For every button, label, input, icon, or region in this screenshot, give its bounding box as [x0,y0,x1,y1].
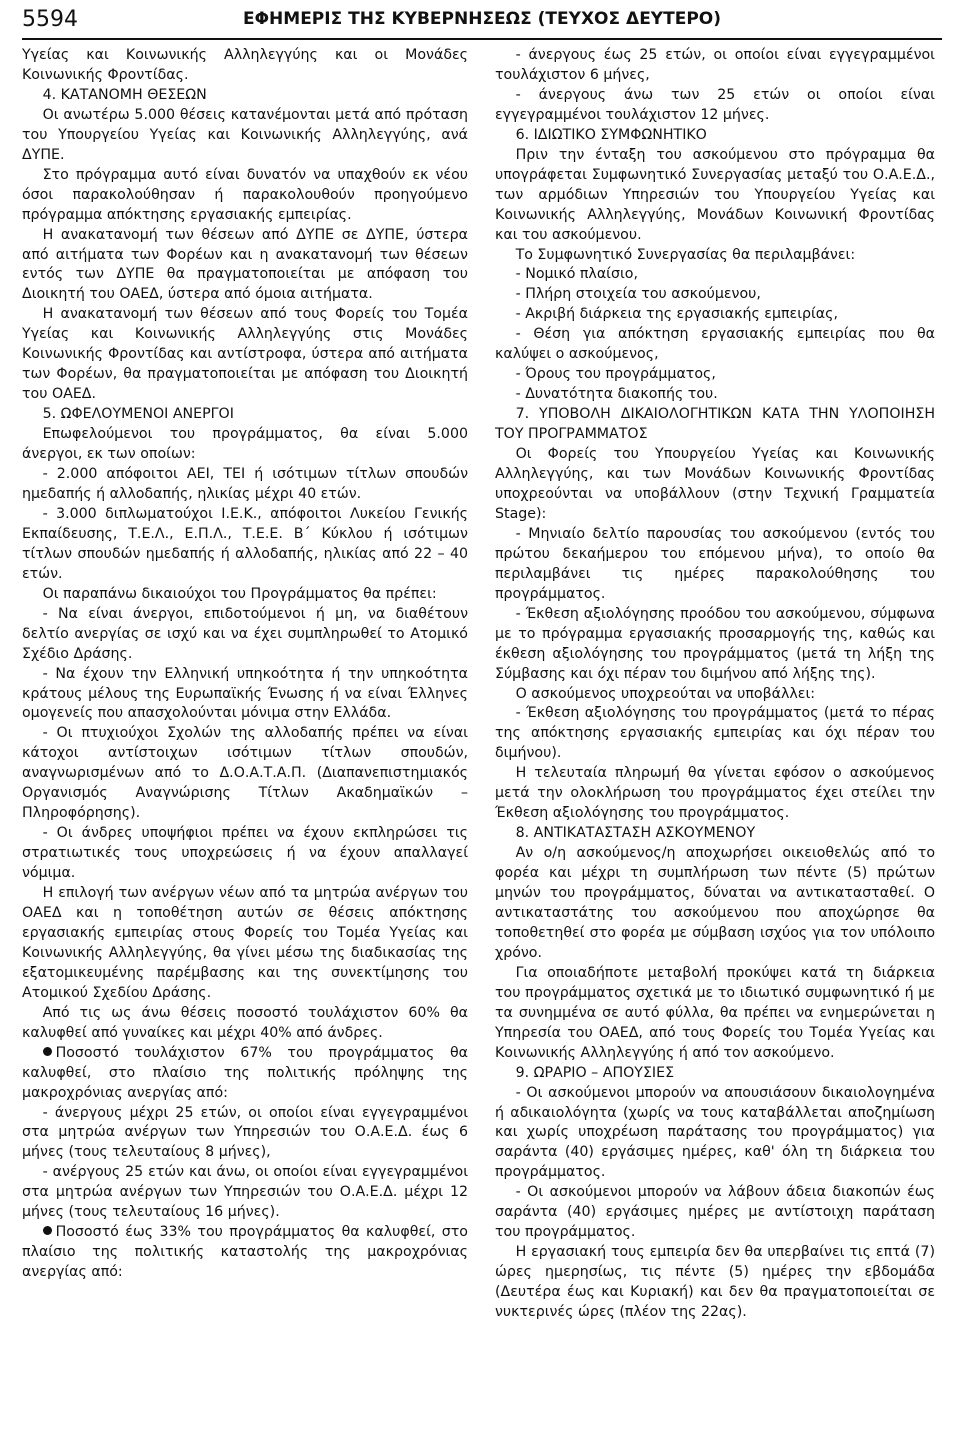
paragraph-text: 4. ΚΑΤΑΝΟΜΗ ΘΕΣΕΩΝ [42,86,207,103]
paragraph-text: - Πλήρη στοιχεία του ασκούμενου, [515,286,761,303]
paragraph-text: Ποσοστό τουλάχιστον 67% του προγράμματος θα καλυφθεί, στο πλαίσιο της πολιτικής πρόληψης της μακροχρόνιας ανεργίας από: [22,1044,468,1101]
paragraph-text: - Όρους του προγράμματος, [515,366,716,383]
paragraph-text: - Έκθεση αξιολόγησης προόδου του ασκούμενου, σύμφωνα με το πρόγραμμα εργασιακής προσαρμογής της, καθώς και έκθεση αξιολόγησης του προγράμματος (μετά τη λήξη της Σύμβασης και όχι πέραν του διμήνου από λήξης της). [495,605,935,682]
paragraph-text: - 2.000 απόφοιτοι ΑΕΙ, ΤΕΙ ή ισότιμων τίτλων σπουδών ημεδαπής ή αλλοδαπής, ηλικίας μέχρι 40 ετών. [22,466,468,502]
paragraph [495,525,935,605]
paragraph-text: 9. ΩΡΑΡΙΟ – ΑΠΟΥΣΙΕΣ [515,1064,675,1081]
paragraph-text: - Να είναι άνεργοι, επιδοτούμενοι ή μη, να διαθέτουν δελτίο ανεργίας σε ισχύ και να έχει συμπληρωθεί το Ατομικό Σχέδιο Δράσης. [22,605,468,662]
paragraph [495,605,935,685]
left-column [22,46,468,1283]
paragraph-text: 7. ΥΠΟΒΟΛΗ ΔΙΚΑΙΟΛΟΓΗΤΙΚΩΝ ΚΑΤΑ ΤΗΝ ΥΛΟΠΟΙΗΣΗ ΤΟΥ ΠΡΟΓΡΑΜΜΑΤΟΣ [495,406,935,443]
paragraph [495,385,935,405]
paragraph [495,704,935,764]
paragraph [22,405,468,425]
paragraph [22,226,468,306]
paragraph-text: Η ανακατανομή των θέσεων από τους Φορείς του Τομέα Υγείας και Κοινωνικής Αλληλεγγύης στις Μονάδες Κοινωνικής Φροντίδας και αντίστροφα, ύστερα από αιτήματα των Φορέων, θα πραγματοποιείται με απόφαση του Διοικητή του ΟΑΕΔ. [22,306,468,403]
paragraph [22,1044,468,1104]
paragraph-text: 5. ΩΦΕΛΟΥΜΕΝΟΙ ΑΝΕΡΓΟΙ [42,406,234,423]
paragraph-text: - άνεργους έως 25 ετών, οι οποίοι είναι εγγεγραμμένοι τουλάχιστον 6 μήνες, [495,47,935,83]
paragraph [495,365,935,385]
paragraph [495,964,935,1064]
paragraph [495,46,935,86]
paragraph [495,86,935,126]
paragraph-text: 6. ΙΔΙΩΤΙΚΟ ΣΥΜΦΩΝΗΤΙΚΟ [515,126,707,143]
paragraph [22,1163,468,1223]
paragraph [495,265,935,285]
paragraph-text: Οι παραπάνω δικαιούχοι του Προγράμματος θα πρέπει: [42,585,437,602]
paragraph [495,1084,935,1184]
paragraph [495,1064,935,1084]
right-column [495,46,935,1323]
paragraph-text: 8. ΑΝΤΙΚΑΤΑΣΤΑΣΗ ΑΣΚΟΥΜΕΝΟΥ [515,825,756,842]
paragraph [495,685,935,705]
paragraph-text: - Μηνιαίο δελτίο παρουσίας του ασκούμενου (εντός του πρώτου δεκαήμερου του επόμενου μήνα), το οποίο θα περιλαμβάνει τις ημέρες παρακολούθησης του προγράμματος. [495,525,935,602]
paragraph [22,724,468,824]
paragraph-text: - άνεργους μέχρι 25 ετών, οι οποίοι είναι εγγεγραμμένοι στα μητρώα ανέργων των Υπηρεσιών του Ο.Α.Ε.Δ. έως 6 μήνες (τους τελευταίους 8 μήνες), [22,1104,468,1161]
paragraph [22,46,468,86]
paragraph-text: Η εργασιακή τους εμπειρία δεν θα υπερβαίνει τις επτά (7) ώρες ημερησίως, τις πέντε (5) ημέρες την εβδομάδα (Δευτέρα έως και Κυριακή) και δεν θα πραγματοποιείται σε νυκτερινές ώρες (πλέον της 22ας). [495,1244,935,1321]
paragraph [495,1243,935,1323]
paragraph [495,764,935,824]
paragraph-text: Η επιλογή των ανέργων νέων από τα μητρώα ανέργων του ΟΑΕΔ και η τοποθέτηση αυτών σε θέσεις απόκτησης εργασιακής εμπειρίας στους Φορείς του Τομέα Υγείας και Κοινωνικής Αλληλεγγύης, θα γίνει μέσω της διαδικασίας της εξατομικευμένης παρέμβασης και της συνεκτίμησης του Ατομικού Σχεδίου Δράσης. [22,885,468,1001]
paragraph-text: - Δυνατότητα διακοπής του. [515,386,718,403]
paragraph-text: - Έκθεση αξιολόγησης του προγράμματος (μετά το πέρας της απόκτησης εργασιακής εμπειρίας και όχι πέραν του διμήνου). [495,705,935,762]
paragraph-text: - Οι πτυχιούχοι Σχολών της αλλοδαπής πρέπει να είναι κάτοχοι αντίστοιχων ισότιμων τίτλων σπουδών, αναγνωρισμένων από το Δ.Ο.Α.Τ.Α.Π. (Διαπανεπιστημιακός Οργανισμός Αναγνώρισης Τίτλων Ακαδημαϊκών – Πληροφόρησης). [22,725,468,822]
paragraph [495,445,935,525]
paragraph-text: - Οι ασκούμενοι μπορούν να λάβουν άδεια διακοπών έως σαράντα (40) εργάσιμες ημέρες με αντίστοιχη παράταση του προγράμματος. [495,1184,935,1241]
paragraph [22,106,468,166]
paragraph [22,505,468,585]
paragraph-text: - Νομικό πλαίσιο, [515,266,638,283]
paragraph [495,844,935,964]
paragraph [22,166,468,226]
bullet-icon [43,1047,52,1056]
gazette-title: ΕΦΗΜΕΡΙΣ ΤΗΣ ΚΥΒΕΡΝΗΣΕΩΣ (ΤΕΥΧΟΣ ΔΕΥΤΕΡΟ) [242,9,722,29]
paragraph [22,305,468,405]
paragraph-text: Ο ασκούμενος υποχρεούται να υποβάλλει: [515,685,816,702]
paragraph [495,146,935,246]
paragraph [22,585,468,605]
paragraph-text: Οι Φορείς του Υπουργείου Υγείας και Κοινωνικής Αλληλεγγύης, και των Μονάδων Κοινωνικής Φροντίδας υποχρεούνται να υποβάλλουν (στην Τεχνική Γραμματεία Stage): [495,446,935,522]
paragraph [495,126,935,146]
paragraph-text: - ανέργους 25 ετών και άνω, οι οποίοι είναι εγγεγραμμένοι στα μητρώα ανέργων των Υπηρεσιών του Ο.Α.Ε.Δ. μέχρι 12 μήνες (τους τελευταίους 16 μήνες). [22,1164,468,1221]
paragraph-text: - Οι ασκούμενοι μπορούν να απουσιάσουν δικαιολογημένα ή αδικαιολόγητα (χωρίς να τους καταβάλλεται αποζημίωση και χωρίς υποχρέωση παράτασης του προγράμματος) για σαράντα (40) εργάσιμες ημέρες, καθ' όλη τη διάρκεια του προγράμματος. [495,1084,935,1181]
paragraph-text: Οι ανωτέρω 5.000 θέσεις κατανέμονται μετά από πρόταση του Υπουργείου Υγείας και Κοινωνικής Αλληλεγγύης, ανά ΔΥΠΕ. [22,106,468,163]
paragraph-text: - Θέση για απόκτηση εργασιακής εμπειρίας που θα καλύψει ο ασκούμενος, [495,326,935,363]
paragraph-text: Επωφελούμενοι του προγράμματος, θα είναι 5.000 άνεργοι, εκ των οποίων: [22,426,468,463]
paragraph [22,465,468,505]
paragraph-text: Για οποιαδήποτε μεταβολή προκύψει κατά τη διάρκεια του προγράμματος σχετικά με το ιδιωτικό συμφωνητικό ή με τα συνημμένα σε αυτό φύλλα, θα πρέπει να ενημερώνεται η Υπηρεσία του ΟΑΕΔ, από τους Φορείς του Τομέα Υγείας και Κοινωνικής Αλληλεγγύης ή από τον ασκούμενο. [495,964,935,1061]
paragraph-text: - Να έχουν την Ελληνική υπηκοότητα ή την υπηκοότητα κράτους μέλους της Ευρωπαϊκής Ένωσης ή να είναι Έλληνες ομογενείς που απασχολούνται μόνιμα στην Ελλάδα. [22,665,468,722]
paragraph-text: Από τις ως άνω θέσεις ποσοστό τουλάχιστον 60% θα καλυφθεί από γυναίκες και μέχρι 40% από άνδρες. [22,1004,468,1041]
paragraph-text: Ποσοστό έως 33% του προγράμματος θα καλυφθεί, στο πλαίσιο της πολιτικής καταστολής της μακροχρόνιας ανεργίας από: [22,1224,468,1281]
paragraph-text: - Οι άνδρες υποψήφιοι πρέπει να έχουν εκπληρώσει τις στρατιωτικές τους υποχρεώσεις ή να έχουν απαλλαγεί νόμιμα. [22,825,468,882]
page-number: 5594 [22,6,78,32]
paragraph-text: Αν ο/η ασκούμενος/η αποχωρήσει οικειοθελώς από το φορέα και μέχρι τη συμπλήρωση των πέντε (5) πρώτων μηνών του προγράμματος, δύναται να αντικατασταθεί. Ο αντικαταστάτης του ασκούμενου που αποχώρησε θα τοποθετηθεί στο φορέα με σύμβαση ισχύος για τον υπόλοιπο χρόνο. [495,845,935,961]
paragraph [495,305,935,325]
paragraph [495,824,935,844]
paragraph [495,1183,935,1243]
paragraph [22,605,468,665]
paragraph [495,246,935,266]
bullet-icon [43,1226,52,1235]
paragraph [22,1104,468,1164]
paragraph [495,285,935,305]
paragraph [22,824,468,884]
paragraph [22,425,468,465]
paragraph [22,884,468,1004]
page-header [22,0,942,40]
paragraph [22,1223,468,1283]
paragraph [495,325,935,365]
paragraph [22,86,468,106]
paragraph-text: - άνεργους άνω των 25 ετών οι οποίοι είναι εγγεγραμμένοι τουλάχιστον 12 μήνες. [495,86,935,123]
paragraph-text: Πριν την ένταξη του ασκούμενου στο πρόγραμμα θα υπογράφεται Συμφωνητικό Συνεργασίας μεταξύ του Ο.Α.Ε.Δ., των αρμόδιων Υπηρεσιών του Υπουργείου Υγείας και Κοινωνικής Αλληλεγγύης, Μονάδων Κοινωνική Φροντίδας και του ασκούμενου. [495,146,935,243]
paragraph-text: Η τελευταία πληρωμή θα γίνεται εφόσον ο ασκούμενος μετά την ολοκλήρωση του προγράμματος έχει στείλει την Έκθεση αξιολόγησης του προγράμματος. [495,765,935,822]
paragraph-text: Το Συμφωνητικό Συνεργασίας θα περιλαμβάνει: [515,246,856,263]
paragraph-text: - Ακριβή διάρκεια της εργασιακής εμπειρίας, [515,306,838,323]
paragraph [22,1004,468,1044]
paragraph [22,665,468,725]
paragraph-text: Η ανακατανομή των θέσεων από ΔΥΠΕ σε ΔΥΠΕ, ύστερα από αιτήματα των Φορέων και η ανακατανομή των θέσεων εντός των ΔΥΠΕ θα πραγματοποιείται με απόφαση του Διοικητή του ΟΑΕΔ, ύστερα από όμοια αιτήματα. [22,226,468,303]
paragraph-text: Στο πρόγραμμα αυτό είναι δυνατόν να υπαχθούν εκ νέου όσοι παρακολούθησαν ή παρακολουθούν προηγούμενο πρόγραμμα απόκτησης εργασιακής εμπειρίας. [22,166,468,223]
paragraph-text: - 3.000 διπλωματούχοι Ι.Ε.Κ., απόφοιτοι Λυκείου Γενικής Εκπαίδευσης, Τ.Ε.Λ., Ε.Π.Λ., Τ.Ε.Ε. Β΄ Κύκλου ή ισότιμων τίτλων σπουδών ημεδαπής ή αλλοδαπής, ηλικίας από 22 – 40 ετών. [22,505,468,582]
paragraph [495,405,935,445]
paragraph-text: Υγείας και Κοινωνικής Αλληλεγγύης και οι Μονάδες Κοινωνικής Φροντίδας. [22,47,468,83]
